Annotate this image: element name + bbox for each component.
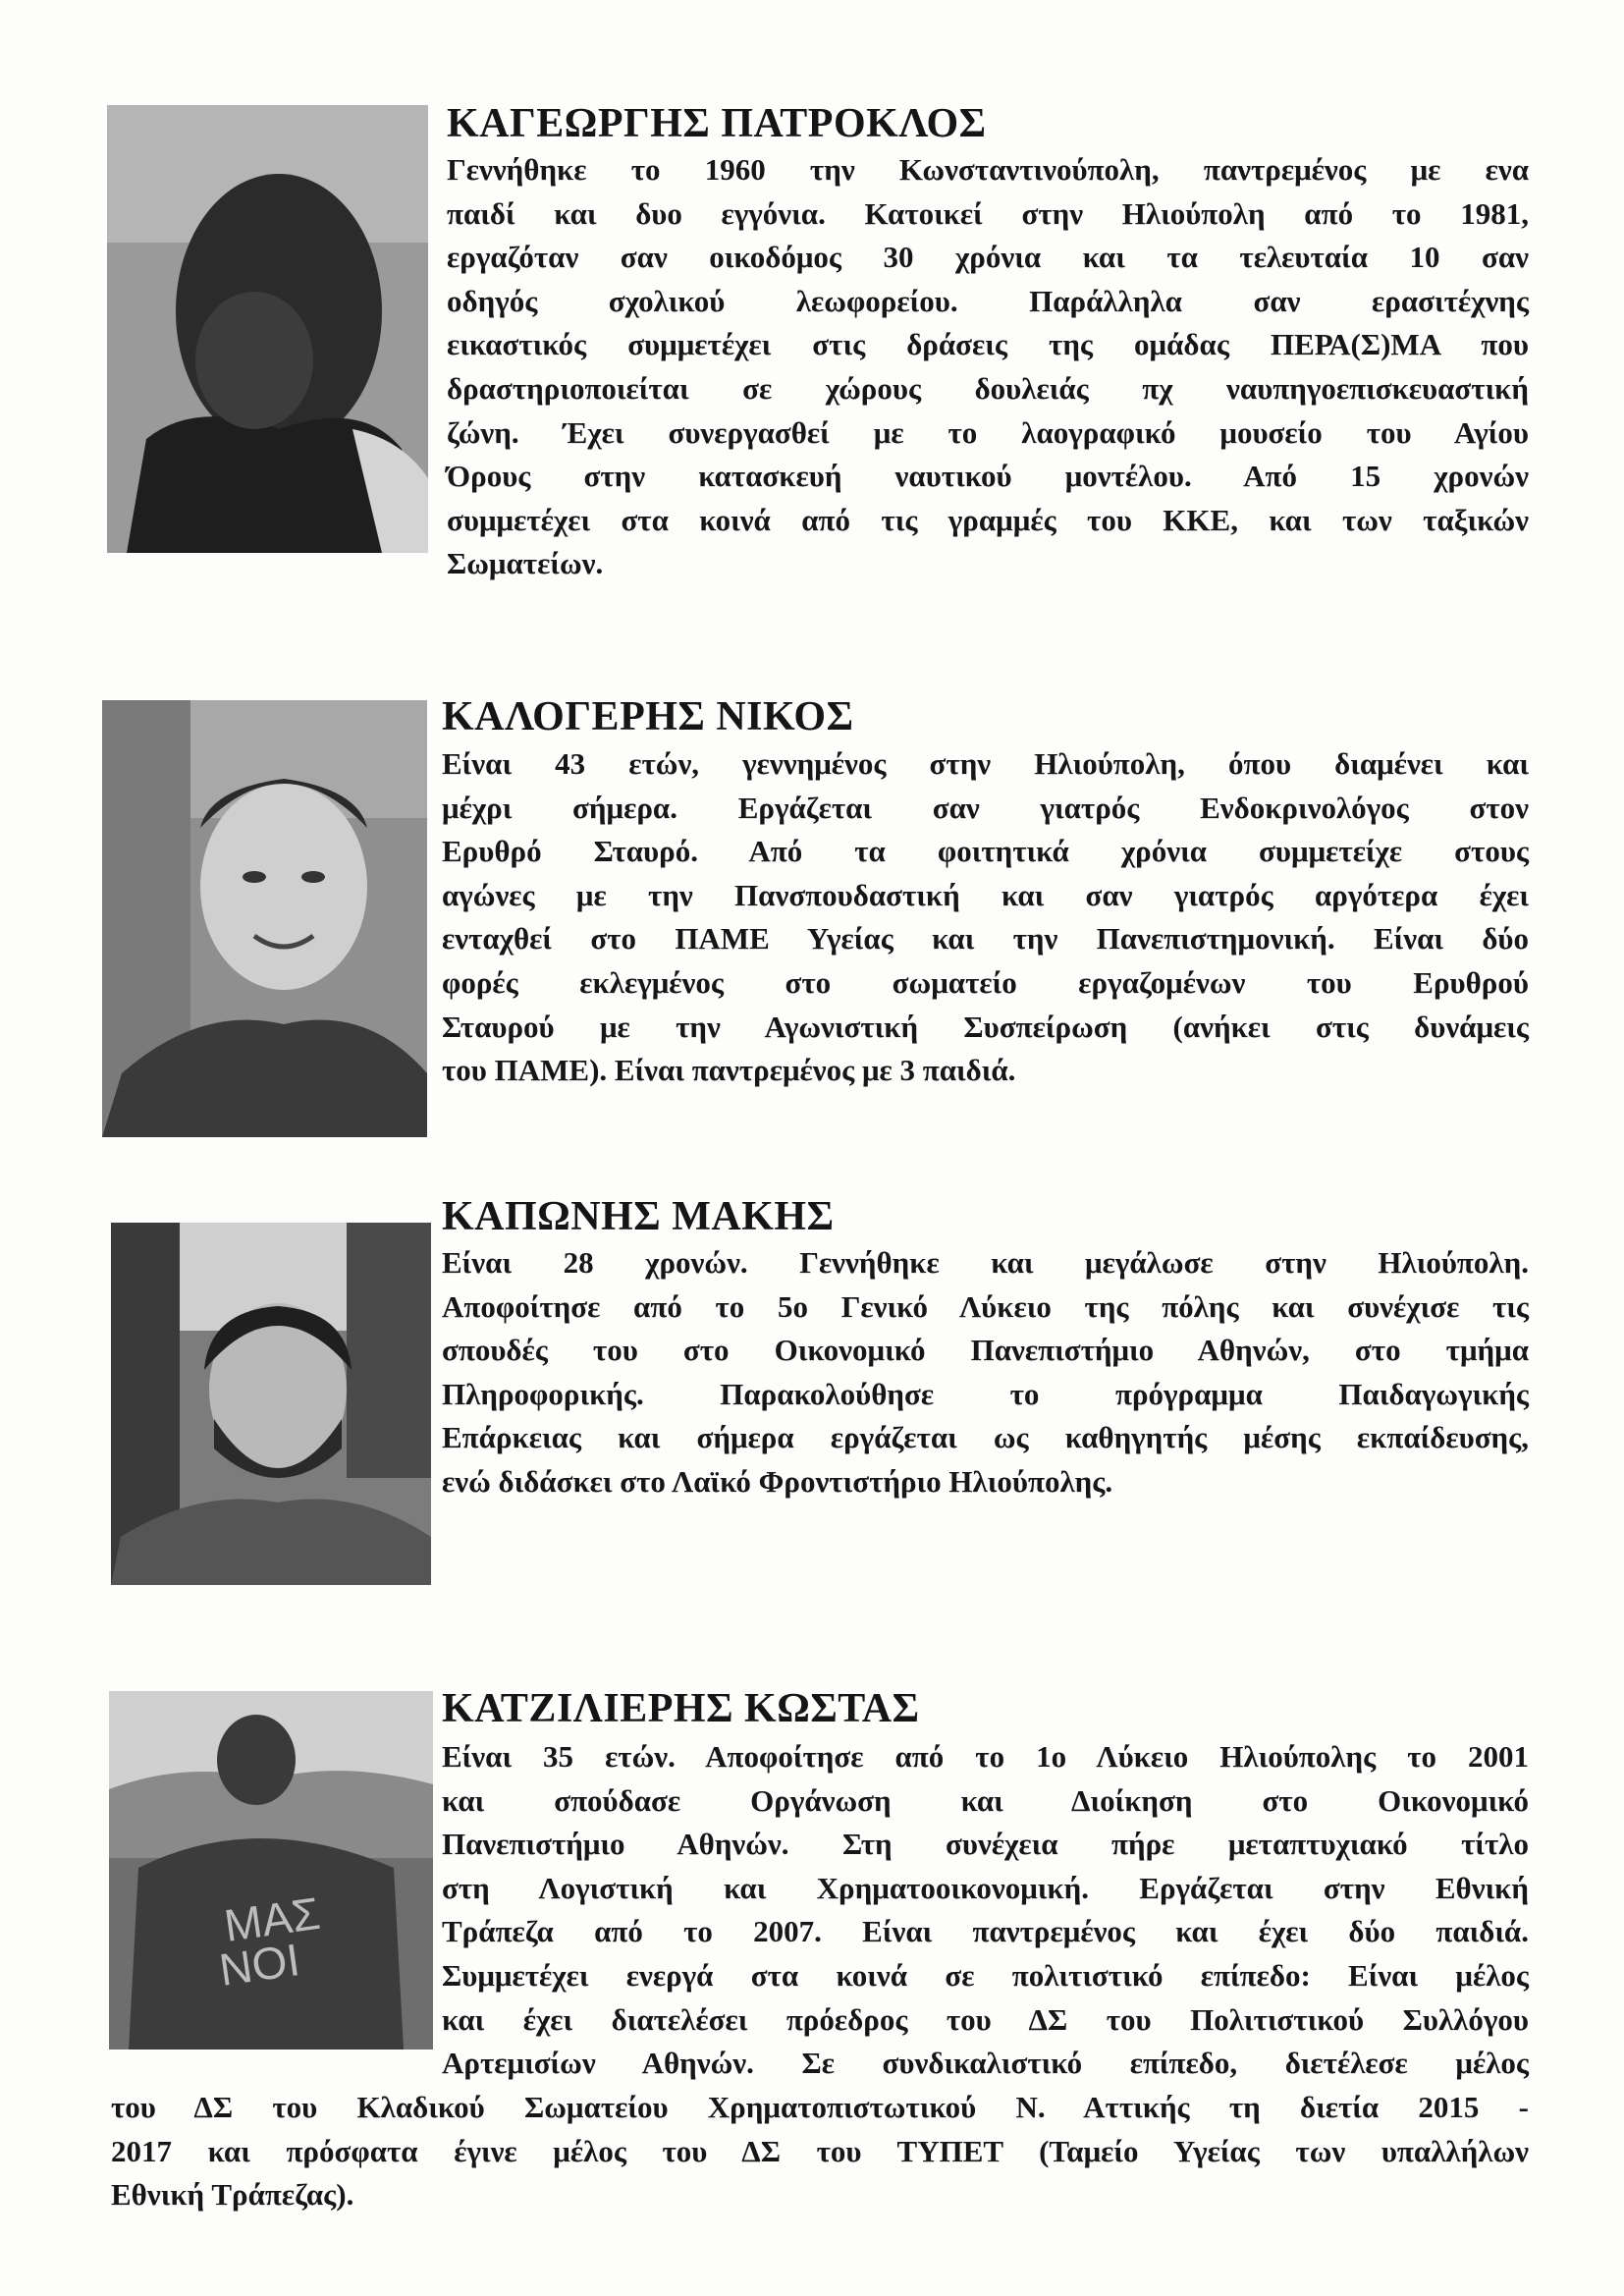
bio-line: ζώνη. Έχει συνεργασθεί με το λαογραφικό μουσείο του Αγίου xyxy=(447,414,1529,450)
person-name: ΚΑΓΕΩΡΓΗΣ ΠΑΤΡΟΚΛΟΣ xyxy=(447,101,987,146)
portrait-photo-kageorgis xyxy=(107,105,428,553)
bio-line: σπουδές του στο Οικονομικό Πανεπιστήμιο Αθηνών, στο τμήμα xyxy=(442,1333,1529,1368)
bio-line: Σωματείων. xyxy=(447,546,604,581)
person-name: ΚΑΛΟΓΕΡΗΣ ΝΙΚΟΣ xyxy=(442,694,854,739)
bio-line: αγώνες με την Πανσπουδαστική και σαν γιατρός αργότερα έχει xyxy=(442,877,1529,912)
bio-line: Είναι 35 ετών. Αποφοίτησε από το 1ο Λύκειο Ηλιούπολης το 2001 xyxy=(442,1739,1529,1774)
portrait-photo-katzilieris xyxy=(109,1691,433,2050)
bio-line: Πληροφορικής. Παρακολούθησε το πρόγραμμα Παιδαγωγικής xyxy=(442,1376,1529,1411)
bio-line: 2017 και πρόσφατα έγινε μέλος του ΔΣ του ΤΥΠΕΤ (Ταμείο Υγείας των υπαλλήλων xyxy=(111,2133,1529,2168)
bio-line: Είναι 28 χρονών. Γεννήθηκε και μεγάλωσε στην Ηλιούπολη. xyxy=(442,1245,1529,1280)
person-bio-continuation xyxy=(111,2086,1529,2217)
bio-line: του ΠΑΜΕ). Είναι παντρεμένος με 3 παιδιά. xyxy=(442,1053,1016,1088)
svg-text:ΝΟΙ: ΝΟΙ xyxy=(216,1934,303,1995)
bio-line: στη Λογιστική και Χρηματοοικονομική. Εργάζεται στην Εθνική xyxy=(442,1870,1529,1905)
bio-line: οδηγός σχολικού λεωφορείου. Παράλληλα σαν ερασιτέχνης xyxy=(447,283,1529,318)
bio-line: εικαστικός συμμετέχει στις δράσεις της ομάδας ΠΕΡΑ(Σ)ΜΑ που xyxy=(447,327,1529,362)
bio-line: Αρτεμισίων Αθηνών. Σε συνδικαλιστικό επίπεδο, διετέλεσε μέλος xyxy=(442,2046,1529,2081)
bio-line: δραστηριοποιείται σε χώρους δουλειάς πχ ναυπηγοεπισκευαστική xyxy=(447,370,1529,406)
portrait-photo-kaponis xyxy=(111,1223,431,1585)
bio-line: και έχει διατελέσει πρόεδρος του ΔΣ του Πολιτιστικού Συλλόγου xyxy=(442,2001,1529,2037)
bio-line: φορές εκλεγμένος στο σωματείο εργαζομένων του Ερυθρού xyxy=(442,964,1529,1000)
bio-line: Είναι 43 ετών, γεννημένος στην Ηλιούπολη, όπου διαμένει και xyxy=(442,746,1529,781)
bio-line: του ΔΣ του Κλαδικού Σωματείου Χρηματοπιστωτικού Ν. Αττικής τη διετία 2015 - xyxy=(111,2090,1529,2124)
portrait-photo-kalogeris xyxy=(102,700,427,1137)
person-name: ΚΑΠΩΝΗΣ ΜΑΚΗΣ xyxy=(442,1194,835,1239)
bio-line: ενώ διδάσκει στο Λαϊκό Φροντιστήριο Ηλιούπολης. xyxy=(442,1463,1113,1499)
bio-line: Ερυθρό Σταυρό. Από τα φοιτητικά χρόνια συμμετείχε στους xyxy=(442,834,1529,869)
bio-line: και σπούδασε Οργάνωση και Διοίκηση στο Οικονομικό xyxy=(442,1782,1529,1818)
bio-line: Συμμετέχει ενεργά στα κοινά σε πολιτιστικό επίπεδο: Είναι μέλος xyxy=(442,1957,1529,1993)
bio-line: συμμετέχει στα κοινά από τις γραμμές του ΚΚΕ, και των ταξικών xyxy=(447,502,1529,537)
bio-line: Όρους στην κατασκευή ναυτικού μοντέλου. Από 15 χρονών xyxy=(447,459,1529,494)
bio-line: εργαζόταν σαν οικοδόμος 30 χρόνια και τα τελευταία 10 σαν xyxy=(447,240,1529,275)
bio-line: μέχρι σήμερα. Εργάζεται σαν γιατρός Ενδοκρινολόγος στον xyxy=(442,790,1529,825)
person-bio xyxy=(442,1735,1529,2086)
bio-line: ενταχθεί στο ΠΑΜΕ Υγείας και την Πανεπιστημονική. Είναι δύο xyxy=(442,921,1529,957)
bio-line: Επάρκειας και σήμερα εργάζεται ως καθηγητής μέσης εκπαίδευσης, xyxy=(442,1420,1529,1455)
person-name: ΚΑΤΖΙΛΙΕΡΗΣ ΚΩΣΤΑΣ xyxy=(442,1686,920,1731)
bio-line: Σταυρού με την Αγωνιστική Συσπείρωση (ανήκει στις δυνάμεις xyxy=(442,1009,1529,1044)
bio-line: Τράπεζα από το 2007. Είναι παντρεμένος και έχει δύο παιδιά. xyxy=(442,1914,1529,1949)
person-bio xyxy=(442,1241,1529,1504)
bio-line: παιδί και δυο εγγόνια. Κατοικεί στην Ηλιούπολη από το 1981, xyxy=(447,195,1529,231)
bio-line: Γεννήθηκε το 1960 την Κωνσταντινούπολη, παντρεμένος με ενα xyxy=(447,152,1529,187)
svg-text:ΜΑΣ: ΜΑΣ xyxy=(221,1886,323,1951)
bio-line: Εθνική Τράπεζας). xyxy=(111,2177,354,2213)
person-bio xyxy=(447,148,1529,586)
bio-line: Πανεπιστήμιο Αθηνών. Στη συνέχεια πήρε μεταπτυχιακό τίτλο xyxy=(442,1827,1529,1862)
bio-line: Αποφοίτησε από το 5ο Γενικό Λύκειο της πόλης και συνέχισε τις xyxy=(442,1288,1529,1324)
person-bio xyxy=(442,742,1529,1093)
